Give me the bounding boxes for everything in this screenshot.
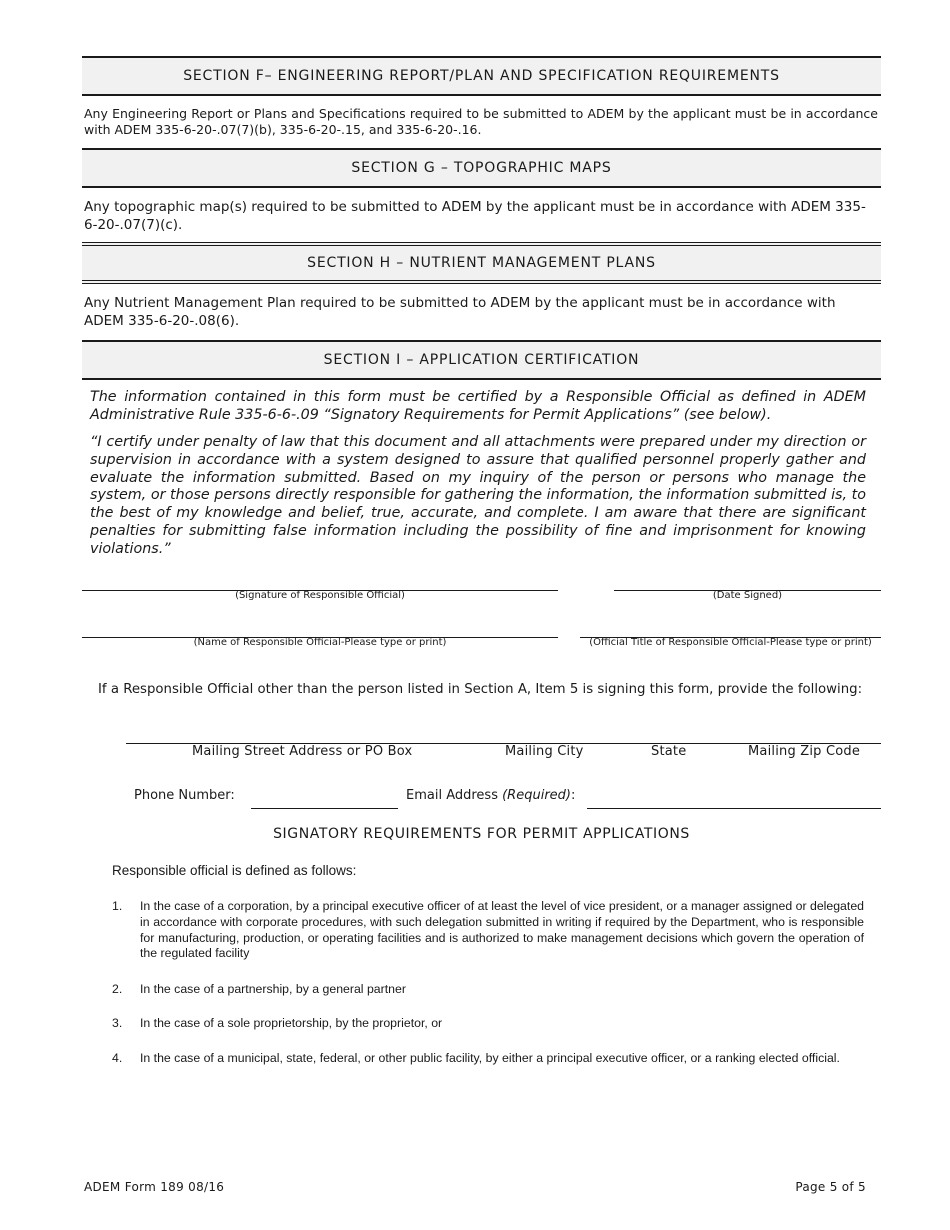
list-item bbox=[112, 982, 864, 998]
city-label: Mailing City bbox=[505, 744, 584, 759]
email-required-note: (Required) bbox=[502, 788, 571, 803]
list-number: 2. bbox=[112, 982, 123, 996]
street-address-label: Mailing Street Address or PO Box bbox=[192, 744, 413, 759]
list-number: 4. bbox=[112, 1051, 123, 1065]
email-field[interactable] bbox=[587, 808, 881, 809]
email-label bbox=[406, 788, 575, 803]
section-f-header bbox=[82, 56, 881, 96]
form-identifier: ADEM Form 189 08/16 bbox=[84, 1180, 225, 1194]
signature-caption: (Signature of Responsible Official) bbox=[235, 590, 405, 601]
section-h-body: Any Nutrient Management Plan required to be submitted to ADEM by the applicant must be in accordance with ADEM 335-6-20-.08(6). bbox=[84, 295, 836, 329]
list-text: In the case of a partnership, by a general partner bbox=[140, 982, 406, 996]
list-text: In the case of a corporation, by a principal executive officer of at least the level of vice president, or a manager assigned or delegated in accordance with corporate procedures, with such delegation submitted in writing if required by the Department, who is responsible for manufacturing, production, or operating facilities and is authorized to make management decisions which govern the operation of the regulated facility bbox=[140, 899, 864, 961]
certification-intro: The information contained in this form must be certified by a Responsible Official as defined in ADEM Administrative Rule 335-6-6-.09 “Signatory Requirements for Permit Applications” (see below). bbox=[90, 389, 866, 423]
section-i-title: SECTION I – APPLICATION CERTIFICATION bbox=[323, 352, 640, 368]
official-title-caption: (Official Title of Responsible Official-Please type or print) bbox=[589, 637, 872, 648]
signatory-heading: SIGNATORY REQUIREMENTS FOR PERMIT APPLICATIONS bbox=[273, 826, 690, 842]
list-item bbox=[112, 899, 864, 962]
section-f-body: Any Engineering Report or Plans and Specifications required to be submitted to ADEM by the applicant must be in accordance with ADEM 335-6-20-.07(7)(b), 335-6-20-.15, and 335-6-20-.16. bbox=[84, 106, 878, 137]
section-i-header bbox=[82, 340, 881, 380]
section-h-header bbox=[82, 242, 881, 284]
official-name-caption: (Name of Responsible Official-Please type or print) bbox=[193, 637, 447, 648]
signatory-intro: Responsible official is defined as follows: bbox=[112, 863, 357, 878]
zip-label: Mailing Zip Code bbox=[748, 744, 861, 759]
email-label-colon: : bbox=[570, 788, 576, 803]
list-text: In the case of a sole proprietorship, by the proprietor, or bbox=[140, 1016, 443, 1030]
list-text: In the case of a municipal, state, federal, or other public facility, by either a principal executive officer, or a ranking elected official. bbox=[140, 1051, 840, 1065]
section-f-title: SECTION F– ENGINEERING REPORT/PLAN AND SPECIFICATION REQUIREMENTS bbox=[183, 68, 780, 84]
page-number: Page 5 of 5 bbox=[795, 1180, 866, 1194]
other-official-instruction: If a Responsible Official other than the person listed in Section A, Item 5 is signing this form, provide the following: bbox=[98, 682, 863, 697]
list-number: 3. bbox=[112, 1016, 123, 1030]
phone-label: Phone Number: bbox=[134, 788, 235, 803]
section-g-header bbox=[82, 148, 881, 188]
email-label-text: Email Address bbox=[406, 788, 503, 803]
section-g-title: SECTION G – TOPOGRAPHIC MAPS bbox=[351, 160, 612, 176]
date-signed-caption: (Date Signed) bbox=[712, 590, 783, 601]
list-item bbox=[112, 1016, 864, 1032]
state-label: State bbox=[651, 744, 687, 759]
section-g-body: Any topographic map(s) required to be submitted to ADEM by the applicant must be in accordance with ADEM 335-6-20-.07(7)(c). bbox=[84, 199, 866, 233]
phone-field[interactable] bbox=[251, 808, 398, 809]
list-item bbox=[112, 1051, 864, 1067]
section-h-title: SECTION H – NUTRIENT MANAGEMENT PLANS bbox=[307, 255, 656, 271]
certification-statement: “I certify under penalty of law that this document and all attachments were prepared under my direction or supervision in accordance with a system designed to assure that qualified personnel properly gather and evaluate the information submitted. Based on my inquiry of the person or persons who manage the system, or those persons directly responsible for gathering the information, the information submitted is, to the best of my knowledge and belief, true, accurate, and complete. I am aware that there are significant penalties for submitting false information including the possibility of fine and imprisonment for knowing violations.” bbox=[90, 434, 866, 557]
list-number: 1. bbox=[112, 899, 123, 913]
